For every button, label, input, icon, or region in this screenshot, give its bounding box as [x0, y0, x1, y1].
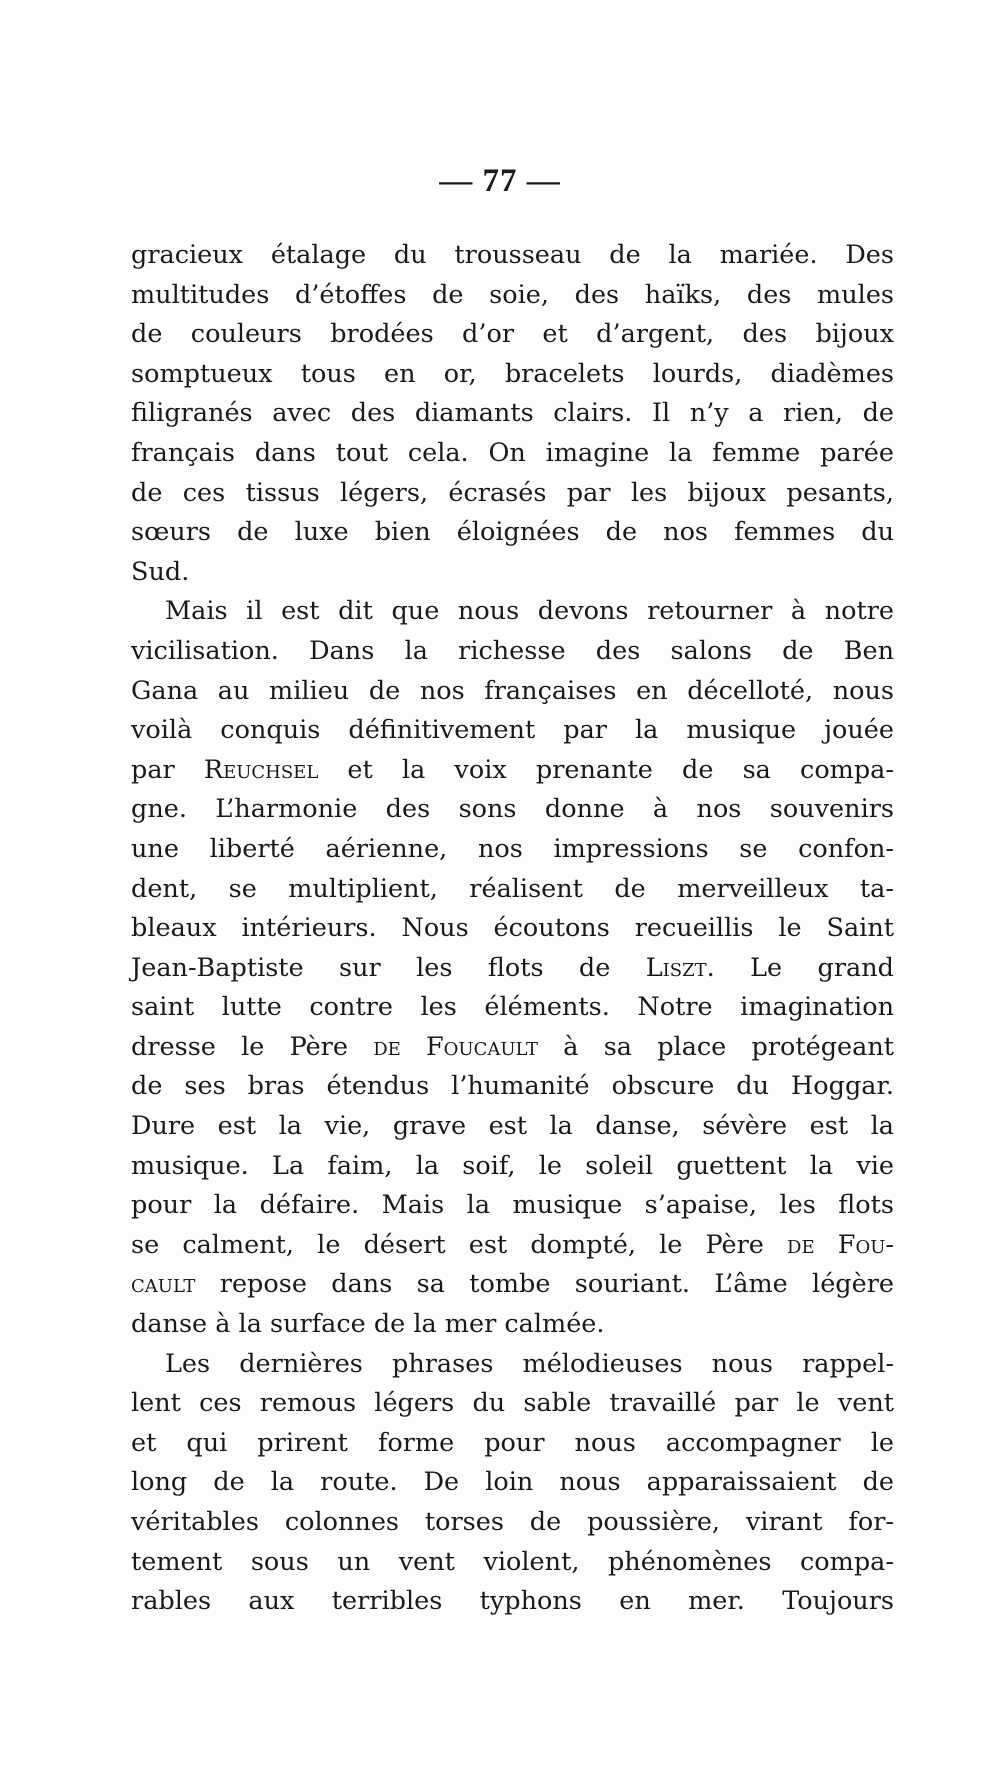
text-line: [131, 988, 894, 1028]
text-line: [131, 434, 894, 474]
text-fragment: filigranés avec des diamants clairs. Il n’y a rien, de: [131, 398, 894, 429]
text-fragment: rables aux terribles typhons en mer. Toujours: [131, 1586, 894, 1617]
text-line: [131, 1028, 894, 1068]
text-fragment: se calment, le désert est dompté, le Père: [131, 1229, 788, 1260]
text-line: [131, 553, 894, 593]
text-fragment: dent, se multiplient, réalisent de merveilleux ta-: [131, 873, 894, 904]
text-line: [131, 355, 894, 395]
page-number: — 77 —: [439, 163, 561, 199]
text-line: [131, 1424, 894, 1464]
proper-name: cault: [131, 1269, 196, 1300]
text-line: [131, 1384, 894, 1424]
text-fragment: . Le grand: [706, 952, 894, 983]
text-fragment: danse à la surface de la mer calmée.: [131, 1309, 605, 1340]
text-line: [131, 1305, 894, 1345]
text-line: [131, 1543, 894, 1583]
text-fragment: de couleurs brodées d’or et d’argent, des bijoux: [131, 319, 894, 350]
text-line: [131, 711, 894, 751]
text-fragment: vicilisation. Dans la richesse des salons de Ben: [131, 635, 894, 666]
text-fragment: Jean-Baptiste sur les flots de: [131, 952, 646, 983]
text-line: [131, 276, 894, 316]
text-fragment: musique. La faim, la soif, le soleil guettent la vie: [131, 1150, 894, 1181]
text-fragment: de ces tissus légers, écrasés par les bijoux pesants,: [131, 477, 894, 508]
text-fragment: Gana au milieu de nos françaises en décelloté, nous: [131, 675, 894, 706]
text-fragment: et la voix prenante de sa compa-: [318, 754, 894, 785]
text-line: [131, 870, 894, 910]
text-fragment: voilà conquis définitivement par la musique jouée: [131, 715, 894, 746]
text-fragment: long de la route. De loin nous apparaissaient de: [131, 1467, 894, 1498]
body-text: [131, 236, 894, 1622]
text-line: [131, 474, 894, 514]
text-line: [131, 394, 894, 434]
text-line: [131, 1582, 894, 1622]
proper-name: de Fou-: [787, 1229, 894, 1260]
text-fragment: somptueux tous en or, bracelets lourds, diadèmes: [131, 358, 894, 389]
text-line: [131, 1503, 894, 1543]
text-line: [131, 632, 894, 672]
text-line: [131, 236, 894, 276]
text-fragment: repose dans sa tombe souriant. L’âme légère: [195, 1269, 894, 1300]
text-fragment: une liberté aérienne, nos impressions se confon-: [131, 833, 894, 864]
text-fragment: sœurs de luxe bien éloignées de nos femmes du: [131, 517, 894, 548]
text-line: [131, 949, 894, 989]
text-fragment: Les dernières phrases mélodieuses nous rappel-: [165, 1348, 894, 1379]
text-line: [131, 315, 894, 355]
text-line: [131, 909, 894, 949]
text-line: [131, 672, 894, 712]
text-fragment: bleaux intérieurs. Nous écoutons recueillis le Saint: [131, 913, 894, 944]
text-fragment: de ses bras étendus l’humanité obscure du Hoggar.: [131, 1071, 894, 1102]
text-fragment: véritables colonnes torses de poussière, virant for-: [131, 1507, 894, 1537]
text-line: [131, 1186, 894, 1226]
text-line: [131, 830, 894, 870]
text-fragment: Dure est la vie, grave est la danse, sévère est la: [131, 1111, 894, 1142]
text-line: [131, 513, 894, 553]
text-fragment: Sud.: [131, 556, 190, 587]
text-line: [131, 1067, 894, 1107]
text-line: [131, 1345, 894, 1385]
proper-name: Reuchsel: [203, 754, 319, 785]
text-fragment: gracieux étalage du trousseau de la mariée. Des: [131, 240, 894, 270]
text-fragment: Mais il est dit que nous devons retourner à notre: [165, 596, 894, 627]
text-line: [131, 1107, 894, 1147]
text-line: [131, 790, 894, 830]
text-fragment: saint lutte contre les éléments. Notre imagination: [131, 992, 894, 1023]
text-fragment: lent ces remous légers du sable travaillé par le vent: [131, 1388, 894, 1419]
text-fragment: pour la défaire. Mais la musique s’apaise, les flots: [131, 1190, 894, 1221]
text-fragment: multitudes d’étoffes de soie, des haïks, des mules: [131, 279, 894, 310]
text-fragment: gne. L’harmonie des sons donne à nos souvenirs: [131, 794, 894, 825]
proper-name: Liszt: [645, 952, 707, 983]
text-line: [131, 1226, 894, 1266]
text-fragment: dresse le Père: [131, 1031, 374, 1062]
text-fragment: et qui prirent forme pour nous accompagner le: [131, 1427, 894, 1458]
text-fragment: tement sous un vent violent, phénomènes compa-: [131, 1546, 894, 1577]
text-fragment: français dans tout cela. On imagine la femme parée: [131, 437, 894, 468]
text-fragment: à sa place protégeant: [538, 1031, 894, 1062]
text-line: [131, 751, 894, 791]
text-line: [131, 592, 894, 632]
text-line: [131, 1463, 894, 1503]
proper-name: de Foucault: [373, 1031, 539, 1062]
text-line: [131, 1147, 894, 1187]
text-line: [131, 1265, 894, 1305]
text-fragment: par: [131, 754, 204, 785]
